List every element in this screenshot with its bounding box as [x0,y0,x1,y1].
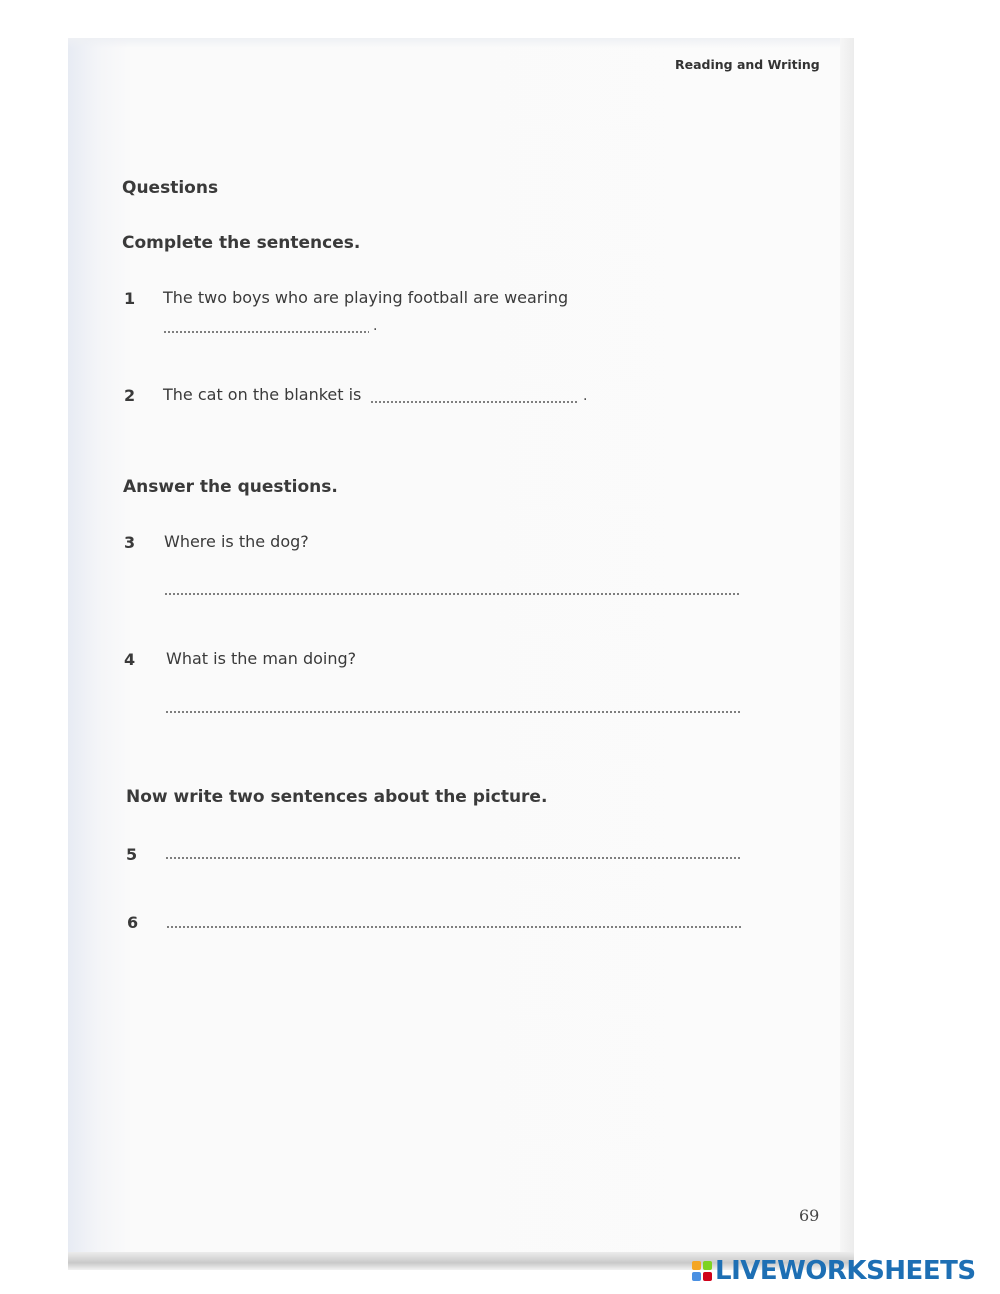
answer-line-2[interactable] [370,401,578,403]
brand-name: LIVEWORKSHEETS [715,1256,976,1286]
questions-title: Questions [122,178,219,198]
answer-instruction: Answer the questions. [123,477,338,497]
answer-line-1[interactable] [163,331,369,333]
sentence-period: . [373,318,378,334]
complete-instruction: Complete the sentences. [122,233,361,253]
item-number: 4 [124,650,136,669]
item-text: What is the man doing? [166,649,357,668]
item-number: 5 [126,845,138,864]
item-number: 6 [127,913,139,932]
answer-line-4[interactable] [165,711,740,713]
page-number: 69 [799,1206,820,1225]
page-top-edge [68,38,854,48]
answer-line-3[interactable] [164,593,739,595]
page-right-edge [840,38,854,1260]
item-text: The two boys who are playing football are wearing [163,288,569,307]
item-number: 1 [124,289,136,308]
item-number: 3 [124,533,136,552]
liveworksheets-brand [692,1256,976,1286]
write-instruction: Now write two sentences about the picture. [126,787,548,807]
page-header: Reading and Writing [675,57,820,72]
item-text: Where is the dog? [164,532,309,551]
item-text: The cat on the blanket is [163,385,362,404]
answer-line-5[interactable] [165,857,741,859]
item-number: 2 [124,386,136,405]
answer-line-6[interactable] [166,926,742,928]
sentence-period: . [583,388,588,404]
liveworksheets-logo-icon [692,1261,712,1281]
